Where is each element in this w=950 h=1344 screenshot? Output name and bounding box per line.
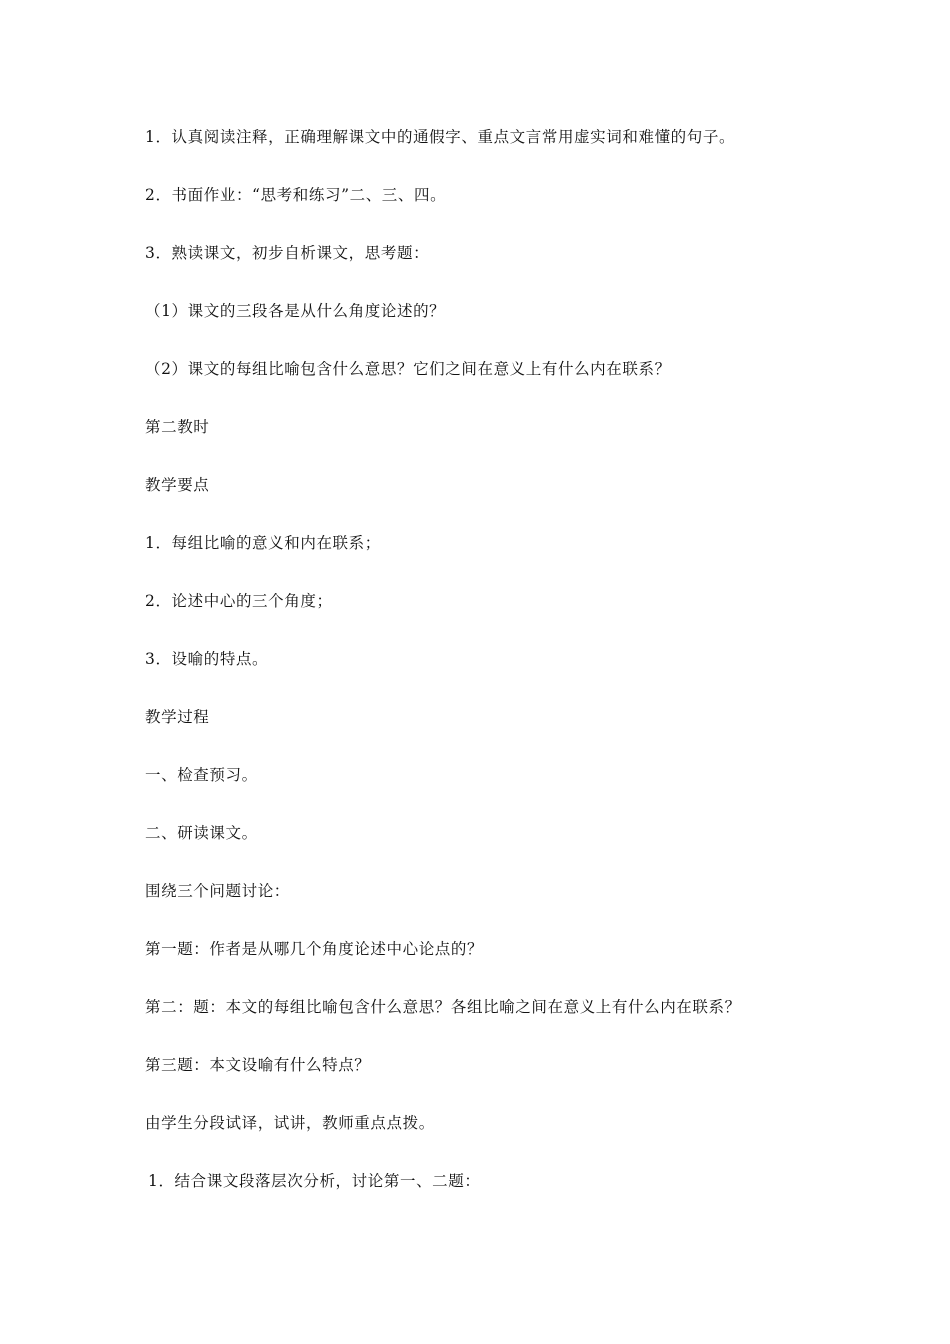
teaching-method: 由学生分段试译，试讲，教师重点点拨。 — [145, 1114, 435, 1132]
homework-item-2: 2．书面作业：“思考和练习”二、三、四。 — [145, 186, 447, 204]
discussion-question-1: 第一题：作者是从哪几个角度论述中心论点的？ — [145, 940, 484, 958]
question-2: （2）课文的每组比喻包含什么意思？它们之间在意义上有什么内在联系？ — [145, 360, 671, 378]
key-point-2: 2．论述中心的三个角度； — [145, 592, 333, 610]
section-heading-process: 教学过程 — [145, 708, 210, 726]
process-step-2: 二、研读课文。 — [145, 824, 258, 842]
section-heading-key-points: 教学要点 — [145, 476, 210, 494]
key-point-1: 1．每组比喻的意义和内在联系； — [145, 534, 381, 552]
discussion-intro: 围绕三个问题讨论： — [145, 882, 290, 900]
discussion-question-2: 第二：题：本文的每组比喻包含什么意思？各组比喻之间在意义上有什么内在联系？ — [145, 998, 741, 1016]
discussion-question-3: 第三题：本文设喻有什么特点？ — [145, 1056, 371, 1074]
analysis-step-1: 1．结合课文段落层次分析，讨论第一、二题： — [148, 1172, 481, 1190]
homework-item-1: 1．认真阅读注释，正确理解课文中的通假字、重点文言常用虚实词和难懂的句子。 — [145, 128, 736, 146]
section-heading-second-lesson: 第二教时 — [145, 418, 210, 436]
homework-item-3: 3．熟读课文，初步自析课文，思考题： — [145, 244, 430, 262]
key-point-3: 3．设喻的特点。 — [145, 650, 269, 668]
process-step-1: 一、检查预习。 — [145, 766, 258, 784]
question-1: （1）课文的三段各是从什么角度论述的？ — [145, 302, 446, 320]
